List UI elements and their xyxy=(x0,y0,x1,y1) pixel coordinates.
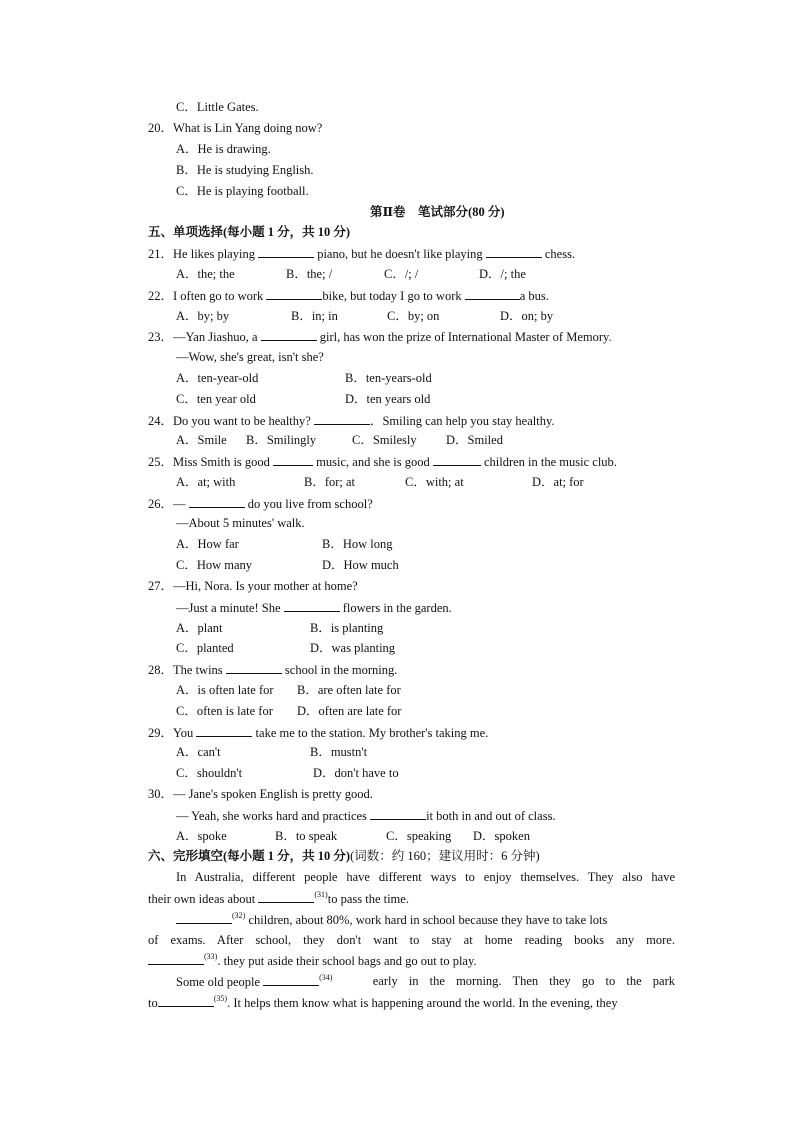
q24-text-1: Do you want to be healthy? xyxy=(173,414,314,428)
q30-option-b: B．to speak xyxy=(275,829,338,843)
q29-text-2: take me to the station. My brother's taking me. xyxy=(252,726,489,740)
q21-text-2: piano, but he doesn't like playing xyxy=(314,247,486,261)
passage-text: . It helps them know what is happening around the world. In the evening, they xyxy=(227,996,618,1010)
passage-line-6 xyxy=(176,973,675,990)
q27-line1: —Hi, Nora. Is your mother at home? xyxy=(173,579,358,593)
q20-option-c: C．He is playing football. xyxy=(176,184,309,198)
q23-text-1: —Yan Jiashuo, a xyxy=(173,330,261,344)
q24-option-b: B．Smilingly xyxy=(246,433,317,447)
section5-title: 五、单项选择(每小题 1 分，共 10 分) xyxy=(148,225,351,239)
q29-option-d: D．don't have to xyxy=(313,766,399,780)
q21-option-b: B．the; / xyxy=(286,267,333,281)
q26-text-1: — xyxy=(173,497,189,511)
blank-35-number: (35) xyxy=(213,994,228,1003)
passage-line-7 xyxy=(148,994,618,1011)
q30-text-2: it both in and out of class. xyxy=(426,809,556,823)
q21-option-a: A．the; the xyxy=(176,267,235,281)
passage-line-2 xyxy=(148,890,409,907)
q25-text-1: Miss Smith is good xyxy=(173,455,274,469)
q25-text-2: music, and she is good xyxy=(313,455,433,469)
q24-number: 24． xyxy=(148,414,174,428)
q20-option-a: A．He is drawing. xyxy=(176,142,271,156)
q25-number: 25． xyxy=(148,455,174,469)
passage-text: to pass the time. xyxy=(327,892,409,906)
passage-line-4: of exams. After school, they don't want to stay at home reading books any more. xyxy=(148,933,675,947)
q29-text-1: You xyxy=(173,726,197,740)
q29-stem xyxy=(148,724,488,741)
q27-stem xyxy=(148,578,358,594)
q29-blank xyxy=(196,724,252,737)
q27-option-b: B．is planting xyxy=(310,621,384,635)
q22-number: 22． xyxy=(148,289,174,303)
q22-option-b: B．in; in xyxy=(291,309,338,323)
q23-option-c: C．ten year old xyxy=(176,392,256,406)
q25-option-b: B．for; at xyxy=(304,475,356,489)
q23-option-a: A．ten-year-old xyxy=(176,371,259,385)
q27-option-c: C．planted xyxy=(176,641,234,655)
q24-option-d: D．Smiled xyxy=(446,433,503,447)
q26-stem xyxy=(148,495,373,512)
q24-stem xyxy=(148,412,555,429)
q29-option-b: B．mustn't xyxy=(310,745,368,759)
q28-option-b: B．are often late for xyxy=(297,683,401,697)
q26-option-b: B．How long xyxy=(322,537,393,551)
q21-blank-2 xyxy=(486,245,542,258)
blank-31 xyxy=(258,890,314,903)
q25-stem xyxy=(148,453,617,470)
q30-line2 xyxy=(176,807,556,824)
q23-line2: —Wow, she's great, isn't she? xyxy=(176,350,324,364)
q21-option-c: C．/; / xyxy=(384,267,419,281)
q28-stem xyxy=(148,661,397,678)
q26-option-c: C．How many xyxy=(176,558,253,572)
passage-text: early in the morning. Then they go to the park xyxy=(372,974,675,988)
blank-34-number: (34) xyxy=(319,973,333,982)
q28-option-a: A．is often late for xyxy=(176,683,274,697)
q21-stem xyxy=(148,245,575,262)
q22-text-2: bike, but today I go to work xyxy=(322,289,465,303)
q23-option-d: D．ten years old xyxy=(345,392,431,406)
q25-option-a: A．at; with xyxy=(176,475,236,489)
q22-stem xyxy=(148,287,549,304)
q26-blank xyxy=(189,495,245,508)
q29-option-c: C．shouldn't xyxy=(176,766,243,780)
q30-option-c: C．speaking xyxy=(386,829,452,843)
q28-number: 28． xyxy=(148,663,174,677)
q25-text-3: children in the music club. xyxy=(480,455,617,469)
blank-34 xyxy=(263,973,319,986)
section6-header xyxy=(148,848,540,864)
q24-option-a: A．Smile xyxy=(176,433,227,447)
q25-option-d: D．at; for xyxy=(532,475,584,489)
passage-line-1: In Australia, different people have different ways to enjoy themselves. They also have xyxy=(176,870,675,884)
q30-number: 30． xyxy=(148,787,174,801)
q28-blank xyxy=(226,661,282,674)
blank-35 xyxy=(158,994,214,1007)
q26-number: 26． xyxy=(148,497,174,511)
passage-text: Some old people xyxy=(176,975,264,989)
q27-option-d: D．was planting xyxy=(310,641,396,655)
passage-text: . they put aside their school bags and go out to play. xyxy=(217,954,477,968)
q30-text-1: — Yeah, she works hard and practices xyxy=(176,809,371,823)
q20-option-b: B．He is studying English. xyxy=(176,163,314,177)
q28-option-c: C．often is late for xyxy=(176,704,273,718)
q28-text-1: The twins xyxy=(173,663,226,677)
q23-blank xyxy=(261,328,317,341)
q26-option-d: D．How much xyxy=(322,558,399,572)
q21-option-d: D．/; the xyxy=(479,267,526,281)
q26-option-a: A．How far xyxy=(176,537,239,551)
q19-option-c: C．Little Gates. xyxy=(176,100,259,114)
q22-option-c: C．by; on xyxy=(387,309,440,323)
q21-text-3: chess. xyxy=(541,247,576,261)
passage-text: to xyxy=(148,996,158,1010)
q27-number: 27． xyxy=(148,579,174,593)
q30-option-d: D．spoken xyxy=(473,829,530,843)
q23-number: 23． xyxy=(148,330,174,344)
q27-option-a: A．plant xyxy=(176,621,223,635)
q27-line2 xyxy=(176,599,452,616)
q23-stem xyxy=(148,328,612,345)
q21-blank-1 xyxy=(258,245,314,258)
q24-option-c: C．Smilesly xyxy=(352,433,417,447)
q22-option-a: A．by; by xyxy=(176,309,230,323)
blank-31-number: (31) xyxy=(314,890,328,899)
q22-text-3: a bus. xyxy=(519,289,549,303)
q27-text-2: flowers in the garden. xyxy=(339,601,452,615)
q27-blank xyxy=(284,599,340,612)
q30-line1: — Jane's spoken English is pretty good. xyxy=(173,787,373,801)
q24-blank xyxy=(314,412,370,425)
q25-blank-2 xyxy=(433,453,481,466)
q28-option-d: D．often are late for xyxy=(297,704,402,718)
passage-line-3 xyxy=(176,911,607,928)
q25-blank-1 xyxy=(273,453,313,466)
q26-text-2: do you live from school? xyxy=(244,497,373,511)
section6-note: (词数：约 160；建议用时：6 分钟) xyxy=(350,849,540,863)
q22-blank-2 xyxy=(465,287,520,300)
q22-option-d: D．on; by xyxy=(500,309,554,323)
q25-option-c: C．with; at xyxy=(405,475,464,489)
blank-33-number: (33) xyxy=(204,952,218,961)
q24-text-2: ．Smiling can help you stay healthy. xyxy=(369,414,555,428)
q30-option-a: A．spoke xyxy=(176,829,227,843)
blank-33 xyxy=(148,952,204,965)
q21-text-1: He likes playing xyxy=(173,247,259,261)
q29-option-a: A．can't xyxy=(176,745,221,759)
q22-blank-1 xyxy=(266,287,322,300)
section6-title: 六、完形填空(每小题 1 分，共 10 分) xyxy=(148,849,351,863)
blank-32-number: (32) xyxy=(232,911,246,920)
q26-line2: —About 5 minutes' walk. xyxy=(176,516,305,530)
q23-text-2: girl, has won the prize of International Master of Memory. xyxy=(316,330,612,344)
passage-text: children, about 80%, work hard in school because they have to take lots xyxy=(245,913,608,927)
q28-text-2: school in the morning. xyxy=(281,663,398,677)
blank-32 xyxy=(176,911,232,924)
q30-blank xyxy=(370,807,426,820)
q23-option-b: B．ten-years-old xyxy=(345,371,432,385)
q29-number: 29． xyxy=(148,726,174,740)
passage-line-5 xyxy=(148,952,477,969)
passage-text: their own ideas about xyxy=(148,892,259,906)
q30-stem xyxy=(148,786,373,802)
q20-stem: 20．What is Lin Yang doing now? xyxy=(148,121,323,135)
q27-text-1: —Just a minute! She xyxy=(176,601,284,615)
q21-number: 21． xyxy=(148,247,174,261)
part2-title: 第Ⅱ卷 笔试部分(80 分) xyxy=(370,205,505,219)
q22-text-1: I often go to work xyxy=(173,289,267,303)
